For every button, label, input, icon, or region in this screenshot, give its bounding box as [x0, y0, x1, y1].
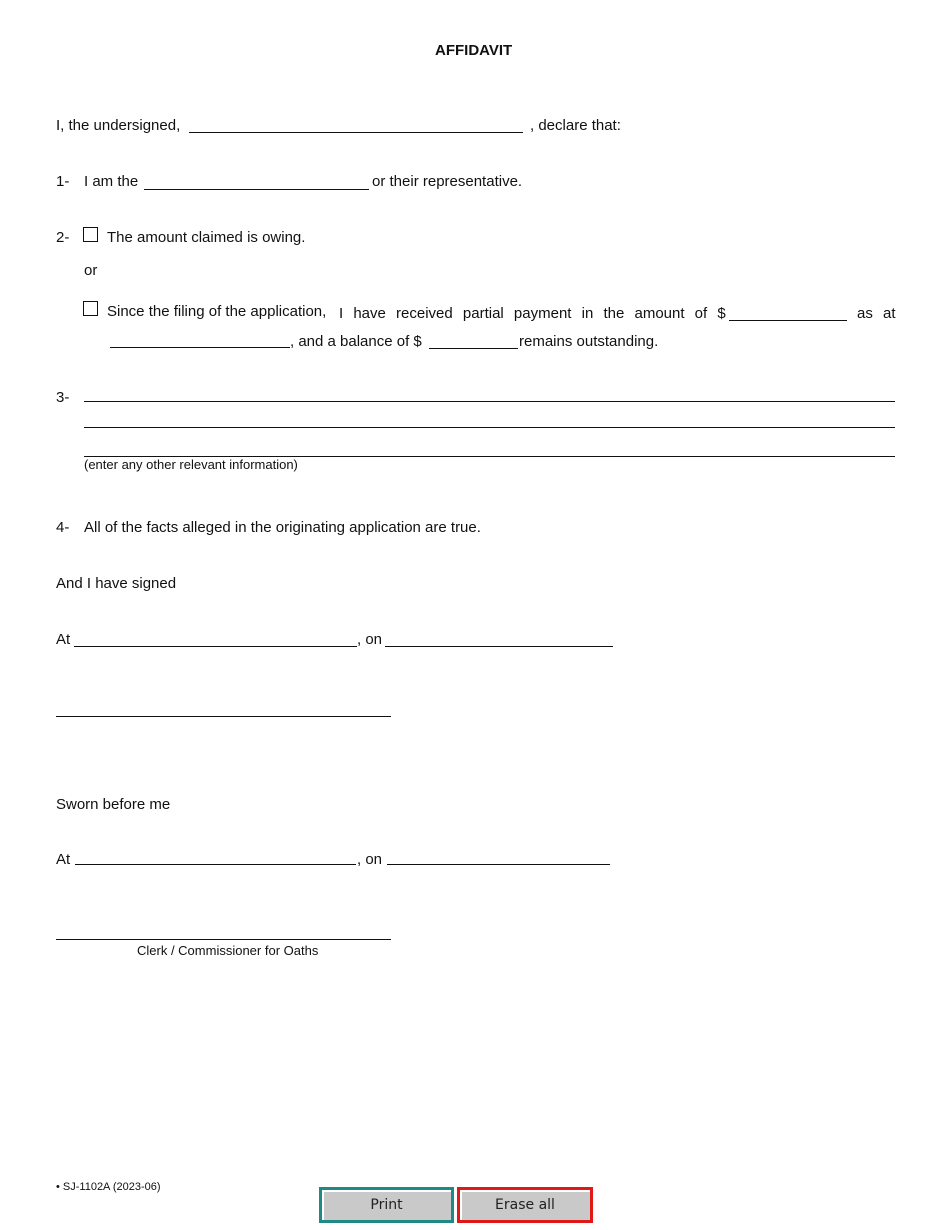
signed-on-label: , on [357, 631, 383, 648]
other-info-line-3[interactable] [84, 438, 895, 457]
partial-payment-label-b: I have received partial payment in the amount of $ [339, 305, 726, 322]
sworn-heading: Sworn before me [56, 796, 171, 813]
erase-all-button[interactable]: Erase all [457, 1187, 593, 1223]
declarant-signature-line [56, 716, 391, 717]
item-3-number: 3- [56, 389, 70, 406]
signed-place-field[interactable] [74, 628, 357, 647]
undersigned-name-field[interactable] [189, 114, 523, 133]
signed-heading: And I have signed [56, 575, 177, 592]
sworn-place-field[interactable] [75, 846, 356, 865]
item-2-number: 2- [56, 229, 70, 246]
intro-suffix: , declare that: [530, 117, 621, 134]
other-info-line-2[interactable] [84, 409, 895, 428]
item-4-text: All of the facts alleged in the originating application are true. [84, 519, 481, 536]
commissioner-signature-line [56, 939, 391, 940]
item-4-number: 4- [56, 519, 70, 536]
page-title: AFFIDAVIT [435, 42, 513, 59]
signed-date-field[interactable] [385, 628, 613, 647]
amount-owing-label: The amount claimed is owing. [107, 229, 306, 246]
amount-owing-checkbox[interactable] [83, 227, 98, 242]
signed-at-label: At [56, 631, 71, 648]
item-1-suffix: or their representative. [372, 173, 523, 190]
print-button[interactable]: Print [319, 1187, 454, 1223]
partial-payment-amount-field[interactable] [729, 302, 847, 321]
partial-payment-label-a: Since the filing of the application, [107, 303, 327, 320]
intro-prefix: I, the undersigned, [56, 117, 181, 134]
sworn-at-label: At [56, 851, 71, 868]
other-info-line-1[interactable] [84, 383, 895, 402]
partial-payment-label-c: as at [857, 305, 896, 322]
item-1-prefix: I am the [84, 173, 139, 190]
balance-label: , and a balance of $ [290, 333, 422, 350]
outstanding-label: remains outstanding. [519, 333, 659, 350]
partial-payment-checkbox[interactable] [83, 301, 98, 316]
balance-amount-field[interactable] [429, 330, 518, 349]
item-1-number: 1- [56, 173, 70, 190]
partial-payment-date-field[interactable] [110, 329, 290, 348]
other-info-caption: (enter any other relevant information) [84, 457, 298, 472]
form-code: • SJ-1102A (2023-06) [56, 1181, 161, 1193]
or-label: or [84, 262, 98, 279]
sworn-on-label: , on [357, 851, 383, 868]
commissioner-caption: Clerk / Commissioner for Oaths [137, 943, 319, 958]
capacity-field[interactable] [144, 171, 369, 190]
sworn-date-field[interactable] [387, 846, 610, 865]
